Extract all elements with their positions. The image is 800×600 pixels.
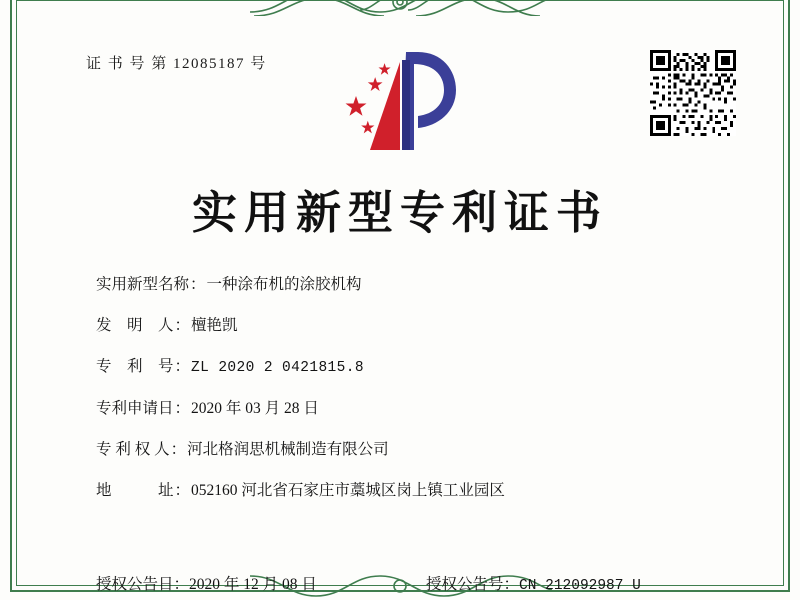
certificate-fields [96, 276, 740, 523]
field-grant-date [96, 572, 426, 594]
field-value: 2020 年 12 月 08 日 [189, 576, 317, 593]
field-colon: ： [174, 400, 191, 418]
field-value: CN 212092987 U [519, 578, 641, 594]
field-address [96, 482, 740, 501]
field-utility-model-name [96, 276, 740, 295]
field-colon: ： [174, 358, 191, 376]
field-colon: ： [503, 576, 520, 593]
field-value: 河北格润思机械制造有限公司 [187, 441, 389, 459]
page-title: 实用新型专利证书 [191, 186, 608, 239]
field-label: 发 明 人 [96, 317, 174, 335]
field-value: 一种涂布机的涂胶机构 [206, 276, 362, 293]
field-label: 实用新型名称 [96, 276, 190, 293]
field-value: ZL 2020 2 0421815.8 [191, 360, 364, 377]
field-label: 专 利 权 人 [96, 441, 170, 459]
field-application-date [96, 400, 740, 419]
field-label: 专利申请日 [96, 400, 174, 418]
field-grant-number [426, 572, 752, 594]
field-label: 专 利 号 [96, 358, 174, 376]
certificate-number: 证 书 号 第 12085187 号 [86, 56, 267, 72]
field-colon: ： [170, 441, 187, 459]
field-colon: ： [174, 482, 191, 500]
field-patent-number [96, 358, 740, 377]
field-value: 檀艳凯 [191, 317, 238, 335]
field-label: 授权公告号 [426, 576, 504, 593]
field-patentee [96, 441, 740, 460]
field-colon: ： [190, 276, 206, 293]
field-colon: ： [174, 317, 191, 335]
certificate-grant-row [96, 572, 752, 594]
field-label: 授权公告日 [96, 576, 174, 593]
field-value: 052160 河北省石家庄市藁城区岗上镇工业园区 [191, 482, 505, 500]
field-inventor [96, 317, 740, 336]
qr-code-icon [650, 50, 736, 136]
field-colon: ： [173, 576, 190, 593]
field-label: 地 址 [96, 482, 174, 500]
top-ornament-icon [240, 0, 560, 16]
patent-emblem-icon [344, 46, 464, 156]
field-value: 2020 年 03 月 28 日 [191, 400, 319, 418]
